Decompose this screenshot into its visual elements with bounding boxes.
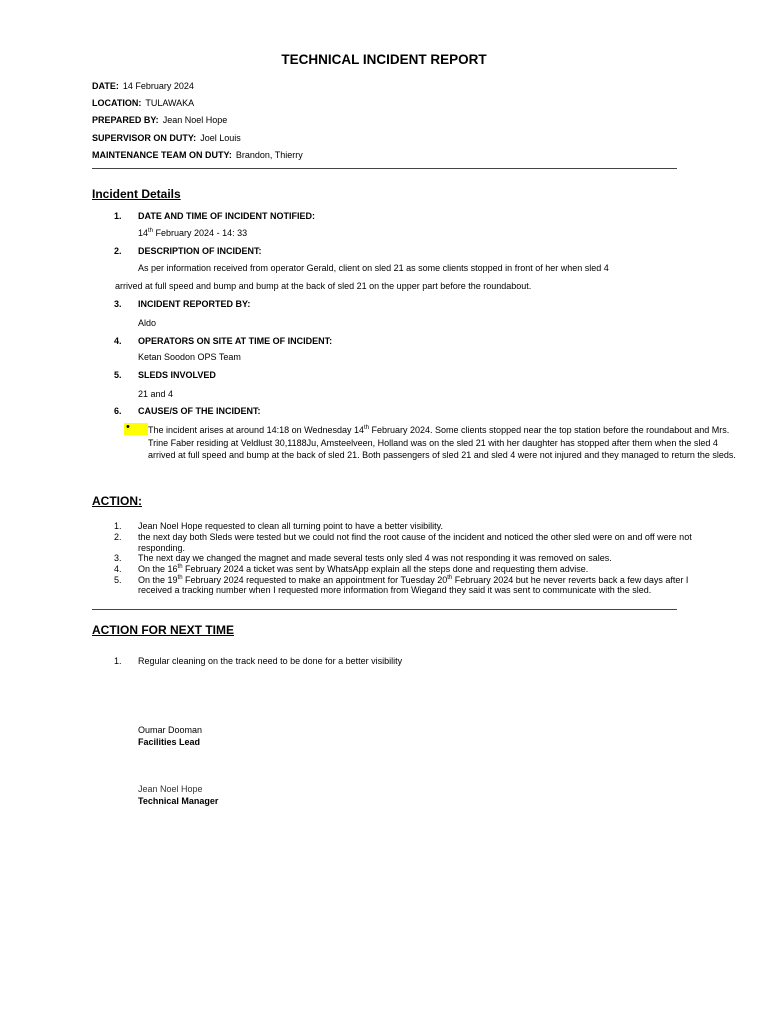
- action-text-b: February 2024 a ticket was sent by WhatsApp explain all the steps done and requesting them advise.: [182, 564, 589, 574]
- action-item-number: 3.: [114, 553, 122, 563]
- action-item-text: The next day we changed the magnet and made several tests only sled 4 was not responding it was removed on sales.: [138, 553, 612, 563]
- incident-item-label: DESCRIPTION OF INCIDENT:: [138, 246, 262, 256]
- meta-location: [92, 98, 194, 108]
- incident-operators-value: Ketan Soodon OPS Team: [138, 352, 241, 362]
- meta-prepared-label: PREPARED BY:: [92, 115, 159, 125]
- incident-item-number: 5.: [114, 370, 122, 380]
- signatory-role: Technical Manager: [138, 796, 219, 806]
- action-item-number: 2.: [114, 532, 122, 542]
- incident-datetime-value: [138, 228, 247, 238]
- action-item-text: the next day both Sleds were tested but we could not find the root cause of the incident and noticed the other sled were on and off were not responding.: [138, 532, 692, 553]
- action-item-number: 4.: [114, 564, 122, 574]
- meta-location-label: LOCATION:: [92, 98, 142, 108]
- action-item-number: 5.: [114, 575, 122, 585]
- meta-maintenance: [92, 150, 303, 160]
- meta-supervisor-value: Joel Louis: [200, 133, 241, 143]
- cause-text-b: February 2024. Some clients stopped near the top station before the roundabout and Mrs. Trine Faber residing at Veldlust 30,1188Ju, Amsteelveen, Holland was on the sled 21 with her daughter has stopped after them when the sled 4 arrived at full speed and bump at the back of sled 21. Both passengers of sled 21 and sled 4 were not injured and they managed to return the sleds.: [148, 425, 736, 461]
- incident-sleds-value: 21 and 4: [138, 389, 174, 399]
- next-time-item-text: Regular cleaning on the track need to be done for a better visibility: [138, 656, 403, 666]
- cause-sup: th: [363, 425, 369, 431]
- incident-item-number: 4.: [114, 336, 122, 346]
- divider: [92, 609, 677, 610]
- meta-date: [92, 81, 194, 91]
- meta-date-label: DATE:: [92, 81, 119, 91]
- meta-date-value: 14 February 2024: [122, 81, 194, 91]
- action-item-text: [138, 564, 588, 574]
- incident-item-label: OPERATORS ON SITE AT TIME OF INCIDENT:: [138, 336, 333, 346]
- date-rest: February 2024 - 14: 33: [153, 228, 248, 238]
- action-text-a: On the 19: [138, 575, 178, 585]
- incident-description-line1: As per information received from operator Gerald, client on sled 21 as some clients stopped in front of her when sled 4: [138, 263, 609, 273]
- action-heading: ACTION:: [92, 494, 142, 508]
- meta-maintenance-value: Brandon, Thierry: [235, 150, 303, 160]
- meta-supervisor: [92, 133, 241, 143]
- signatory-name: Jean Noel Hope: [138, 784, 203, 794]
- bullet-icon: •: [126, 421, 130, 433]
- divider: [92, 168, 677, 169]
- incident-item-number: 6.: [114, 406, 122, 416]
- next-time-heading: ACTION FOR NEXT TIME: [92, 623, 234, 637]
- meta-prepared-by: [92, 115, 227, 125]
- signatory-role: Facilities Lead: [138, 737, 201, 747]
- action-sup2: th: [447, 575, 453, 581]
- incident-item-label: SLEDS INVOLVED: [138, 370, 216, 380]
- incident-item-label: CAUSE/S OF THE INCIDENT:: [138, 406, 261, 416]
- next-time-item-number: 1.: [114, 656, 122, 666]
- incident-item-number: 1.: [114, 211, 122, 221]
- incident-reporter-value: Aldo: [138, 318, 157, 328]
- date-suffix: th: [148, 228, 154, 234]
- meta-location-value: TULAWAKA: [145, 98, 195, 108]
- action-text-b: February 2024 requested to make an appointment for Tuesday 20: [182, 575, 448, 585]
- action-text-c: February 2024 but he never reverts back a few days after I received a tracking number when I requested more information from Wiegand they said it was sent to communicate with the sled.: [138, 575, 689, 595]
- meta-supervisor-label: SUPERVISOR ON DUTY:: [92, 133, 197, 143]
- incident-details-heading: Incident Details: [92, 187, 181, 201]
- meta-maintenance-label: MAINTENANCE TEAM ON DUTY:: [92, 150, 232, 160]
- report-title: TECHNICAL INCIDENT REPORT: [281, 52, 487, 67]
- meta-prepared-value: Jean Noel Hope: [162, 115, 228, 125]
- date-day: 14: [138, 228, 149, 238]
- incident-item-label: DATE AND TIME OF INCIDENT NOTIFIED:: [138, 211, 315, 221]
- action-sup: th: [177, 575, 183, 581]
- cause-text-a: The incident arises at around 14:18 on Wednesday 14: [148, 425, 364, 435]
- incident-item-label: INCIDENT REPORTED BY:: [138, 299, 251, 309]
- incident-cause-text: [148, 424, 738, 462]
- action-item-text: Jean Noel Hope requested to clean all turning point to have a better visibility.: [138, 521, 444, 531]
- action-item-number: 1.: [114, 521, 122, 531]
- signatory-name: Oumar Dooman: [138, 725, 203, 735]
- incident-item-number: 2.: [114, 246, 122, 256]
- incident-description-line2: arrived at full speed and bump and bump at the back of sled 21 on the upper part before the roundabout.: [115, 281, 532, 291]
- incident-item-number: 3.: [114, 299, 122, 309]
- action-item-text: [138, 575, 723, 595]
- action-text-a: On the 16: [138, 564, 178, 574]
- action-sup: th: [177, 564, 183, 570]
